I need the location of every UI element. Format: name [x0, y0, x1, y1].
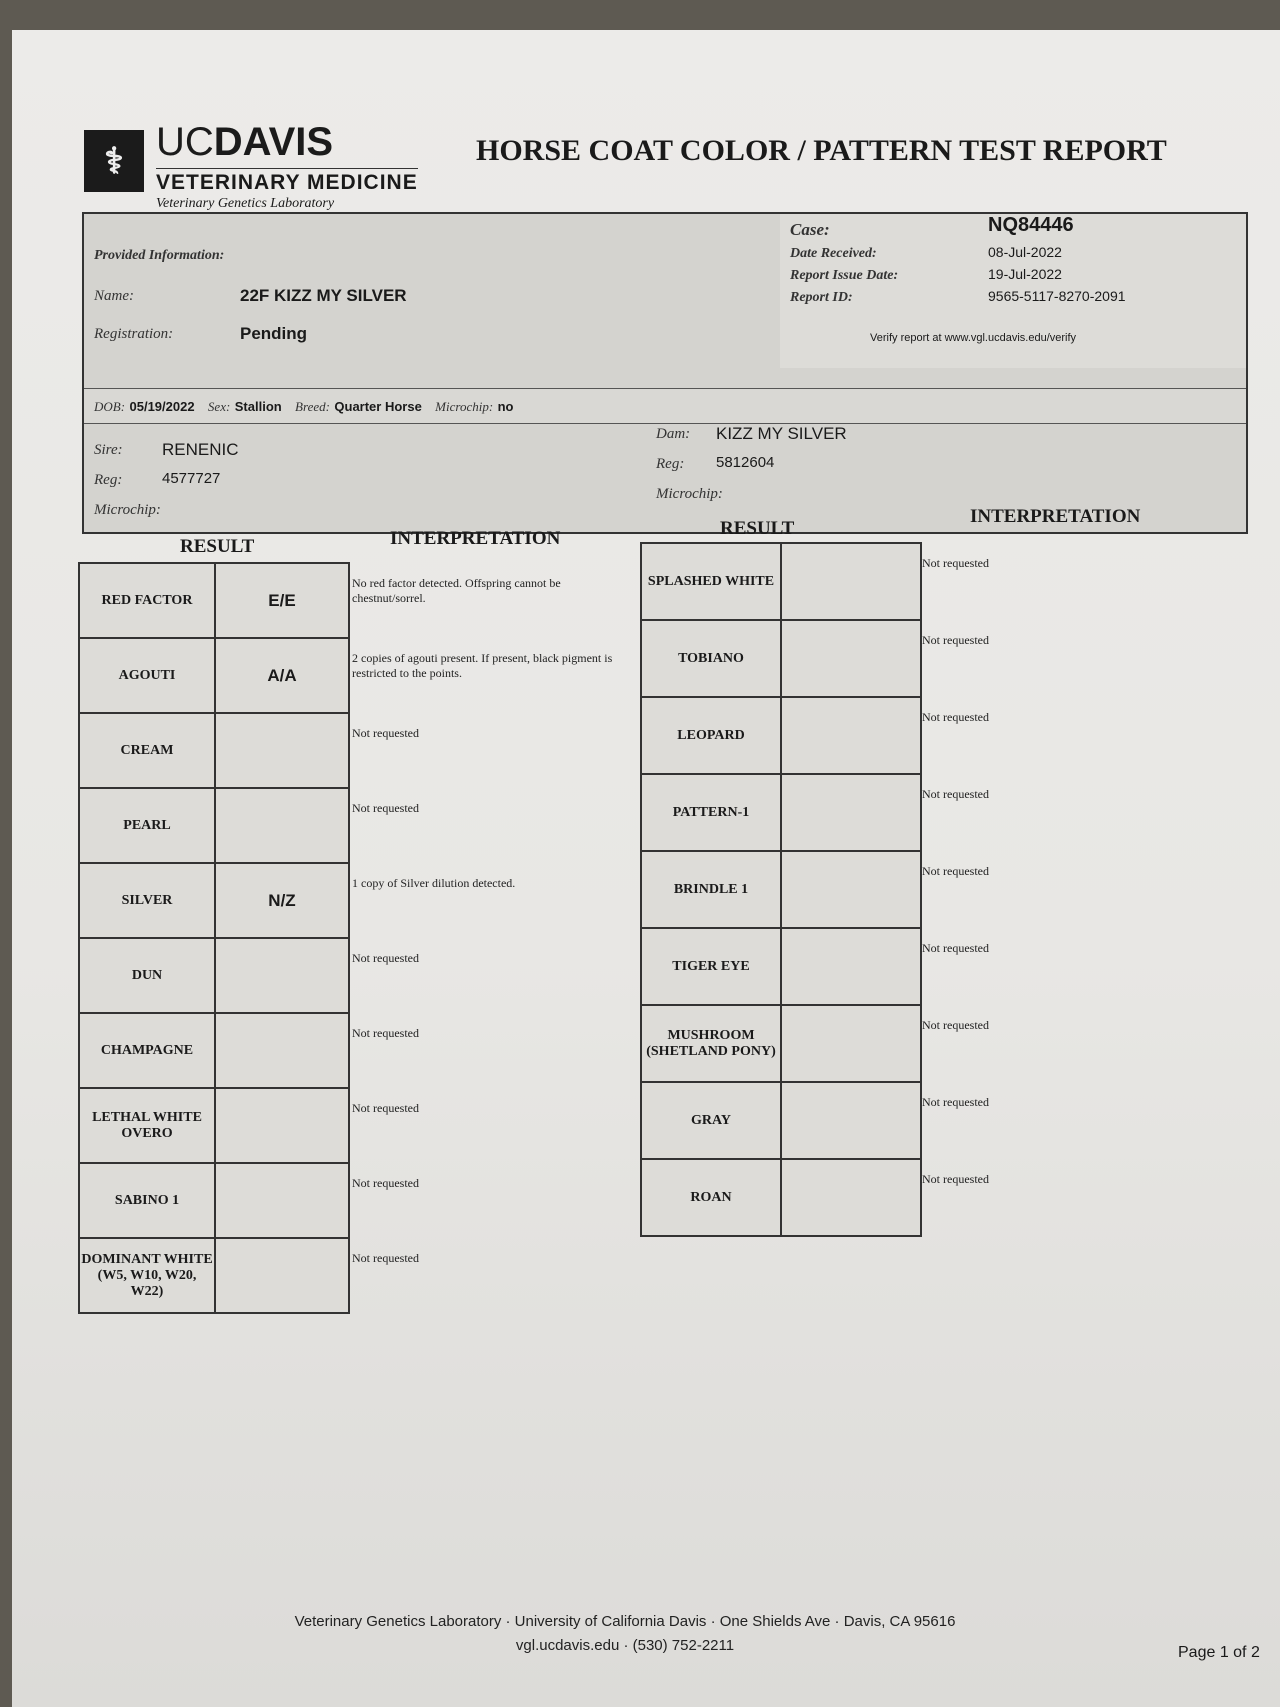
test-interpretation: Not requested	[922, 1018, 989, 1032]
result-row	[641, 620, 921, 697]
result-row	[641, 1005, 921, 1082]
test-interpretation: 2 copies of agouti present. If present, black pigment is restricted to the points.	[352, 651, 613, 680]
result-row	[641, 928, 921, 1005]
test-interpretation: No red factor detected. Offspring cannot be chestnut/sorrel.	[352, 576, 561, 605]
result-row	[641, 543, 921, 620]
test-interpretation: Not requested	[922, 710, 989, 724]
left-interpretation-header: INTERPRETATION	[390, 528, 561, 549]
test-name: TOBIANO	[641, 620, 781, 697]
test-interpretation: Not requested	[922, 1172, 989, 1186]
result-row	[79, 1163, 349, 1238]
breed-value: Quarter Horse	[334, 399, 422, 414]
test-name: PEARL	[79, 788, 215, 863]
sex-value: Stallion	[234, 399, 282, 414]
test-interpretation: Not requested	[352, 726, 419, 740]
date-received-value: 08-Jul-2022	[988, 244, 1062, 260]
test-result	[781, 774, 921, 851]
right-interpretation-header: INTERPRETATION	[970, 506, 1141, 527]
provided-info-label: Provided Information:	[94, 248, 225, 263]
registration-value: Pending	[240, 324, 308, 343]
dam-microchip-label: Microchip:	[656, 486, 723, 502]
test-interpretation: Not requested	[352, 801, 419, 815]
test-interpretation: Not requested	[352, 1101, 419, 1115]
issue-date-value: 19-Jul-2022	[988, 266, 1062, 282]
result-row	[641, 1159, 921, 1236]
test-result	[215, 713, 349, 788]
test-result	[781, 543, 921, 620]
test-interpretation: Not requested	[352, 1176, 419, 1190]
logo-ucdavis	[156, 120, 333, 165]
sire-reg-value: 4577727	[162, 470, 221, 487]
result-row	[79, 638, 349, 713]
test-name: LEOPARD	[641, 697, 781, 774]
logo-uc: UC	[156, 120, 214, 164]
result-row	[79, 863, 349, 938]
result-row	[79, 938, 349, 1013]
test-name: GRAY	[641, 1082, 781, 1159]
case-label: Case:	[790, 220, 830, 239]
logo-lab-name: Veterinary Genetics Laboratory	[156, 196, 335, 211]
footer-contact: vgl.ucdavis.edu · (530) 752-2211	[515, 1637, 735, 1654]
logo-davis: DAVIS	[213, 120, 334, 164]
result-row	[641, 1082, 921, 1159]
test-name: LETHAL WHITE OVERO	[79, 1088, 215, 1163]
footer-address: Veterinary Genetics Laboratory · University of California Davis · One Shields Ave · Davis, CA 95616	[294, 1613, 956, 1630]
footer	[200, 1610, 1050, 1658]
test-interpretation: Not requested	[922, 864, 989, 878]
caduceus-icon: ⚕	[84, 130, 144, 192]
test-result	[781, 697, 921, 774]
case-value: NQ84446	[988, 214, 1074, 236]
microchip-value: no	[497, 399, 514, 414]
name-value: 22F KIZZ MY SILVER	[240, 286, 407, 305]
sire-microchip-label: Microchip:	[94, 502, 161, 518]
dob-label: DOB:	[94, 399, 126, 414]
result-row	[79, 788, 349, 863]
test-interpretation: Not requested	[922, 633, 989, 647]
test-name: MUSHROOM (SHETLAND PONY)	[641, 1005, 781, 1082]
issue-date-label: Report Issue Date:	[790, 268, 899, 283]
dob-value: 05/19/2022	[129, 399, 195, 414]
test-interpretation: Not requested	[922, 787, 989, 801]
test-name: TIGER EYE	[641, 928, 781, 1005]
dam-label: Dam:	[656, 426, 691, 442]
test-result	[781, 1159, 921, 1236]
report-id-label: Report ID:	[790, 290, 853, 305]
test-interpretation: Not requested	[352, 1251, 419, 1265]
test-result	[215, 1238, 349, 1313]
date-received-label: Date Received:	[790, 246, 877, 261]
test-name: BRINDLE 1	[641, 851, 781, 928]
test-name: SILVER	[79, 863, 215, 938]
test-interpretation: Not requested	[922, 556, 989, 570]
test-name: DOMINANT WHITE (W5, W10, W20, W22)	[79, 1238, 215, 1313]
test-result	[215, 1013, 349, 1088]
test-result: A/A	[215, 638, 349, 713]
sire-label: Sire:	[94, 442, 123, 458]
results-table-left	[78, 562, 350, 1314]
report-id-value: 9565-5117-8270-2091	[988, 288, 1126, 304]
left-result-header: RESULT	[180, 536, 255, 557]
results-table-right	[640, 542, 922, 1237]
test-result	[215, 788, 349, 863]
test-result	[215, 1088, 349, 1163]
test-interpretation: Not requested	[922, 1095, 989, 1109]
provided-information	[84, 214, 781, 368]
name-label: Name:	[94, 288, 134, 304]
report-title: HORSE COAT COLOR / PATTERN TEST REPORT	[476, 134, 1167, 167]
test-result: N/Z	[215, 863, 349, 938]
result-row	[641, 774, 921, 851]
test-result	[215, 1163, 349, 1238]
test-name: RED FACTOR	[79, 563, 215, 638]
test-result	[781, 1082, 921, 1159]
test-result: E/E	[215, 563, 349, 638]
info-box	[82, 212, 1248, 534]
result-row	[641, 697, 921, 774]
test-name: PATTERN-1	[641, 774, 781, 851]
result-row	[79, 1238, 349, 1313]
microchip-label: Microchip:	[435, 399, 494, 414]
test-interpretation: Not requested	[922, 941, 989, 955]
test-result	[781, 1005, 921, 1082]
registration-label: Registration:	[94, 326, 174, 342]
test-result	[781, 928, 921, 1005]
test-interpretation: Not requested	[352, 951, 419, 965]
result-row	[79, 563, 349, 638]
dam-value: KIZZ MY SILVER	[716, 424, 847, 443]
result-row	[79, 713, 349, 788]
test-interpretation: 1 copy of Silver dilution detected.	[352, 876, 516, 890]
sex-label: Sex:	[207, 399, 231, 414]
breed-label: Breed:	[295, 399, 330, 414]
test-result	[781, 851, 921, 928]
verify-link[interactable]: Verify report at www.vgl.ucdavis.edu/verify	[870, 332, 1077, 344]
page-number: Page 1 of 2	[1178, 1644, 1260, 1661]
sire-reg-label: Reg:	[94, 472, 123, 488]
test-name: CREAM	[79, 713, 215, 788]
right-result-header: RESULT	[720, 518, 795, 539]
test-name: CHAMPAGNE	[79, 1013, 215, 1088]
sire-value: RENENIC	[162, 440, 239, 459]
animal-details-row	[84, 388, 1246, 424]
case-information	[780, 214, 1246, 368]
test-name: SPLASHED WHITE	[641, 543, 781, 620]
test-result	[781, 620, 921, 697]
animal-details	[94, 398, 514, 416]
result-row	[79, 1013, 349, 1088]
logo-vet-med: VETERINARY MEDICINE	[156, 168, 418, 195]
dam-reg-label: Reg:	[656, 456, 685, 472]
test-name: AGOUTI	[79, 638, 215, 713]
test-interpretation: Not requested	[352, 1026, 419, 1040]
result-row	[79, 1088, 349, 1163]
test-result	[215, 938, 349, 1013]
test-name: SABINO 1	[79, 1163, 215, 1238]
dam-reg-value: 5812604	[716, 454, 775, 471]
result-row	[641, 851, 921, 928]
test-name: ROAN	[641, 1159, 781, 1236]
test-name: DUN	[79, 938, 215, 1013]
